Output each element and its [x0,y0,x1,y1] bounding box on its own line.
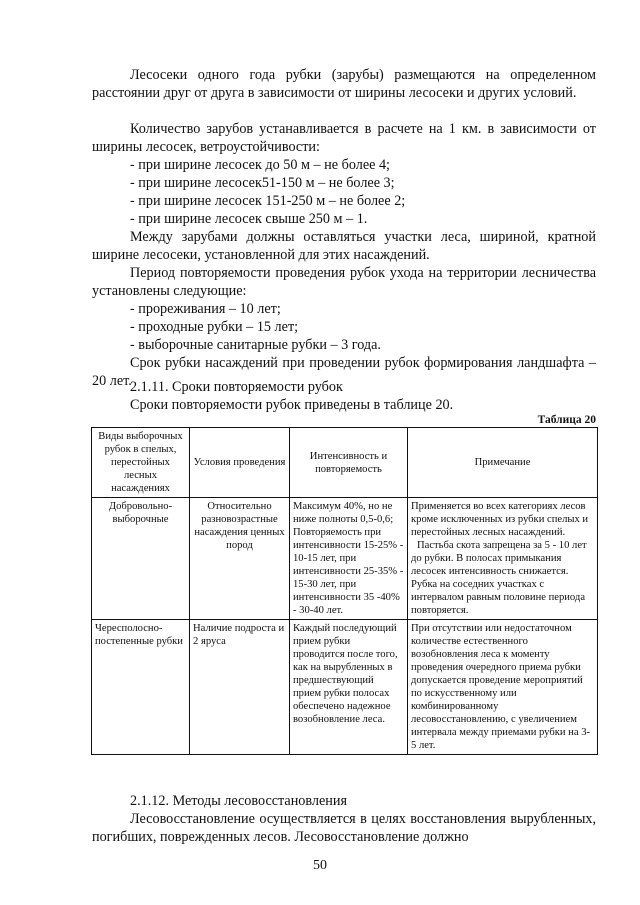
conditions-cell: Наличие подроста и 2 яруса [190,620,290,755]
section-heading-2-1-11: 2.1.11. Сроки повторяемости рубок [130,379,343,395]
list-item: - при ширине лесосек51-150 м – не более 3; [130,175,395,191]
repeatability-table [91,427,598,755]
paragraph-reforestation: Лесовосстановление осуществляется в целях восстановления вырубленных, погибших, поврежденных лесов. Лесовосстановление должно [92,811,596,845]
list-item: - при ширине лесосек свыше 250 м – 1. [130,211,368,227]
note-text: Пастьба скота запрещена за 5 - 10 лет до рубки. В полосах примыкания лесосек интенсивность снижается. Рубка на соседних участках с интервалом равным половине периода повторяется. [411,540,587,616]
page-number: 50 [313,858,327,873]
table-row [92,498,598,620]
table-row [92,620,598,755]
cutting-type-cell: Добровольно-выборочные [92,498,190,620]
note-cell: При отсутствии или недостаточном количестве естественного возобновления леса к моменту проведения очередного приема рубки допускается проведение мероприятий по искусственному или комбинированному лесовосстановлению, с увеличением интервала между приемами рубки на 3-5 лет. [408,620,598,755]
table-caption: Таблица 20 [537,414,596,426]
list-item: - прореживания – 10 лет; [130,301,281,317]
section-heading-2-1-12: 2.1.12. Методы лесовосстановления [130,793,348,809]
paragraph-cutting-areas: Лесосеки одного года рубки (зарубы) размещаются на определенном расстоянии друг от друга в зависимости от ширины лесосеки и других условий. [92,67,596,101]
list-item: - при ширине лесосек до 50 м – не более 4; [130,157,390,173]
paragraph-repeat-period: Период повторяемости проведения рубок ухода на территории лесничества установлены следующие: [92,265,596,299]
note-cell [408,498,598,620]
paragraph-table-ref: Сроки повторяемости рубок приведены в таблице 20. [130,397,454,413]
intensity-cell: Каждый последующий прием рубки проводится после того, как на вырубленных в предшествующий прием рубки полосах обеспечено надежное возобновление леса. [290,620,408,755]
table-header-cell: Примечание [408,428,598,498]
paragraph-between-zarubs: Между зарубами должны оставляться участки леса, шириной, кратной ширине лесосеки, установленной для этих насаждений. [92,229,596,263]
paragraph-zarub-count: Количество зарубов устанавливается в расчете на 1 км. в зависимости от ширины лесосек, ветроустойчивости: [92,121,596,155]
table-header-cell: Условия проведения [190,428,290,498]
table-header-cell: Интенсивность и повторяемость [290,428,408,498]
intensity-cell: Максимум 40%, но не ниже полноты 0,5-0,6; Повторяемость при интенсивности 15-25% - 10-15 лет, при интенсивности 25-35% - 15-30 лет, при интенсивности 35 -40% - 30-40 лет. [290,498,408,620]
list-item: - проходные рубки – 15 лет; [130,319,299,335]
note-text: Применяется во всех категориях лесов кроме исключенных из рубки спелых и перестойных лесных насаждений. [411,501,589,538]
cutting-type-cell: Чересполосно-постепенные рубки [92,620,190,755]
list-item: - при ширине лесосек 151-250 м – не более 2; [130,193,406,209]
table-header-cell: Виды выборочных рубок в спелых, перестойных лесных насаждениях [92,428,190,498]
conditions-cell: Относительно разновозрастные насаждения ценных пород [190,498,290,620]
paragraph-landscape: Срок рубки насаждений при проведении рубок формирования ландшафта – 20 лет. [92,355,596,389]
list-item: - выборочные санитарные рубки – 3 года. [130,337,381,353]
